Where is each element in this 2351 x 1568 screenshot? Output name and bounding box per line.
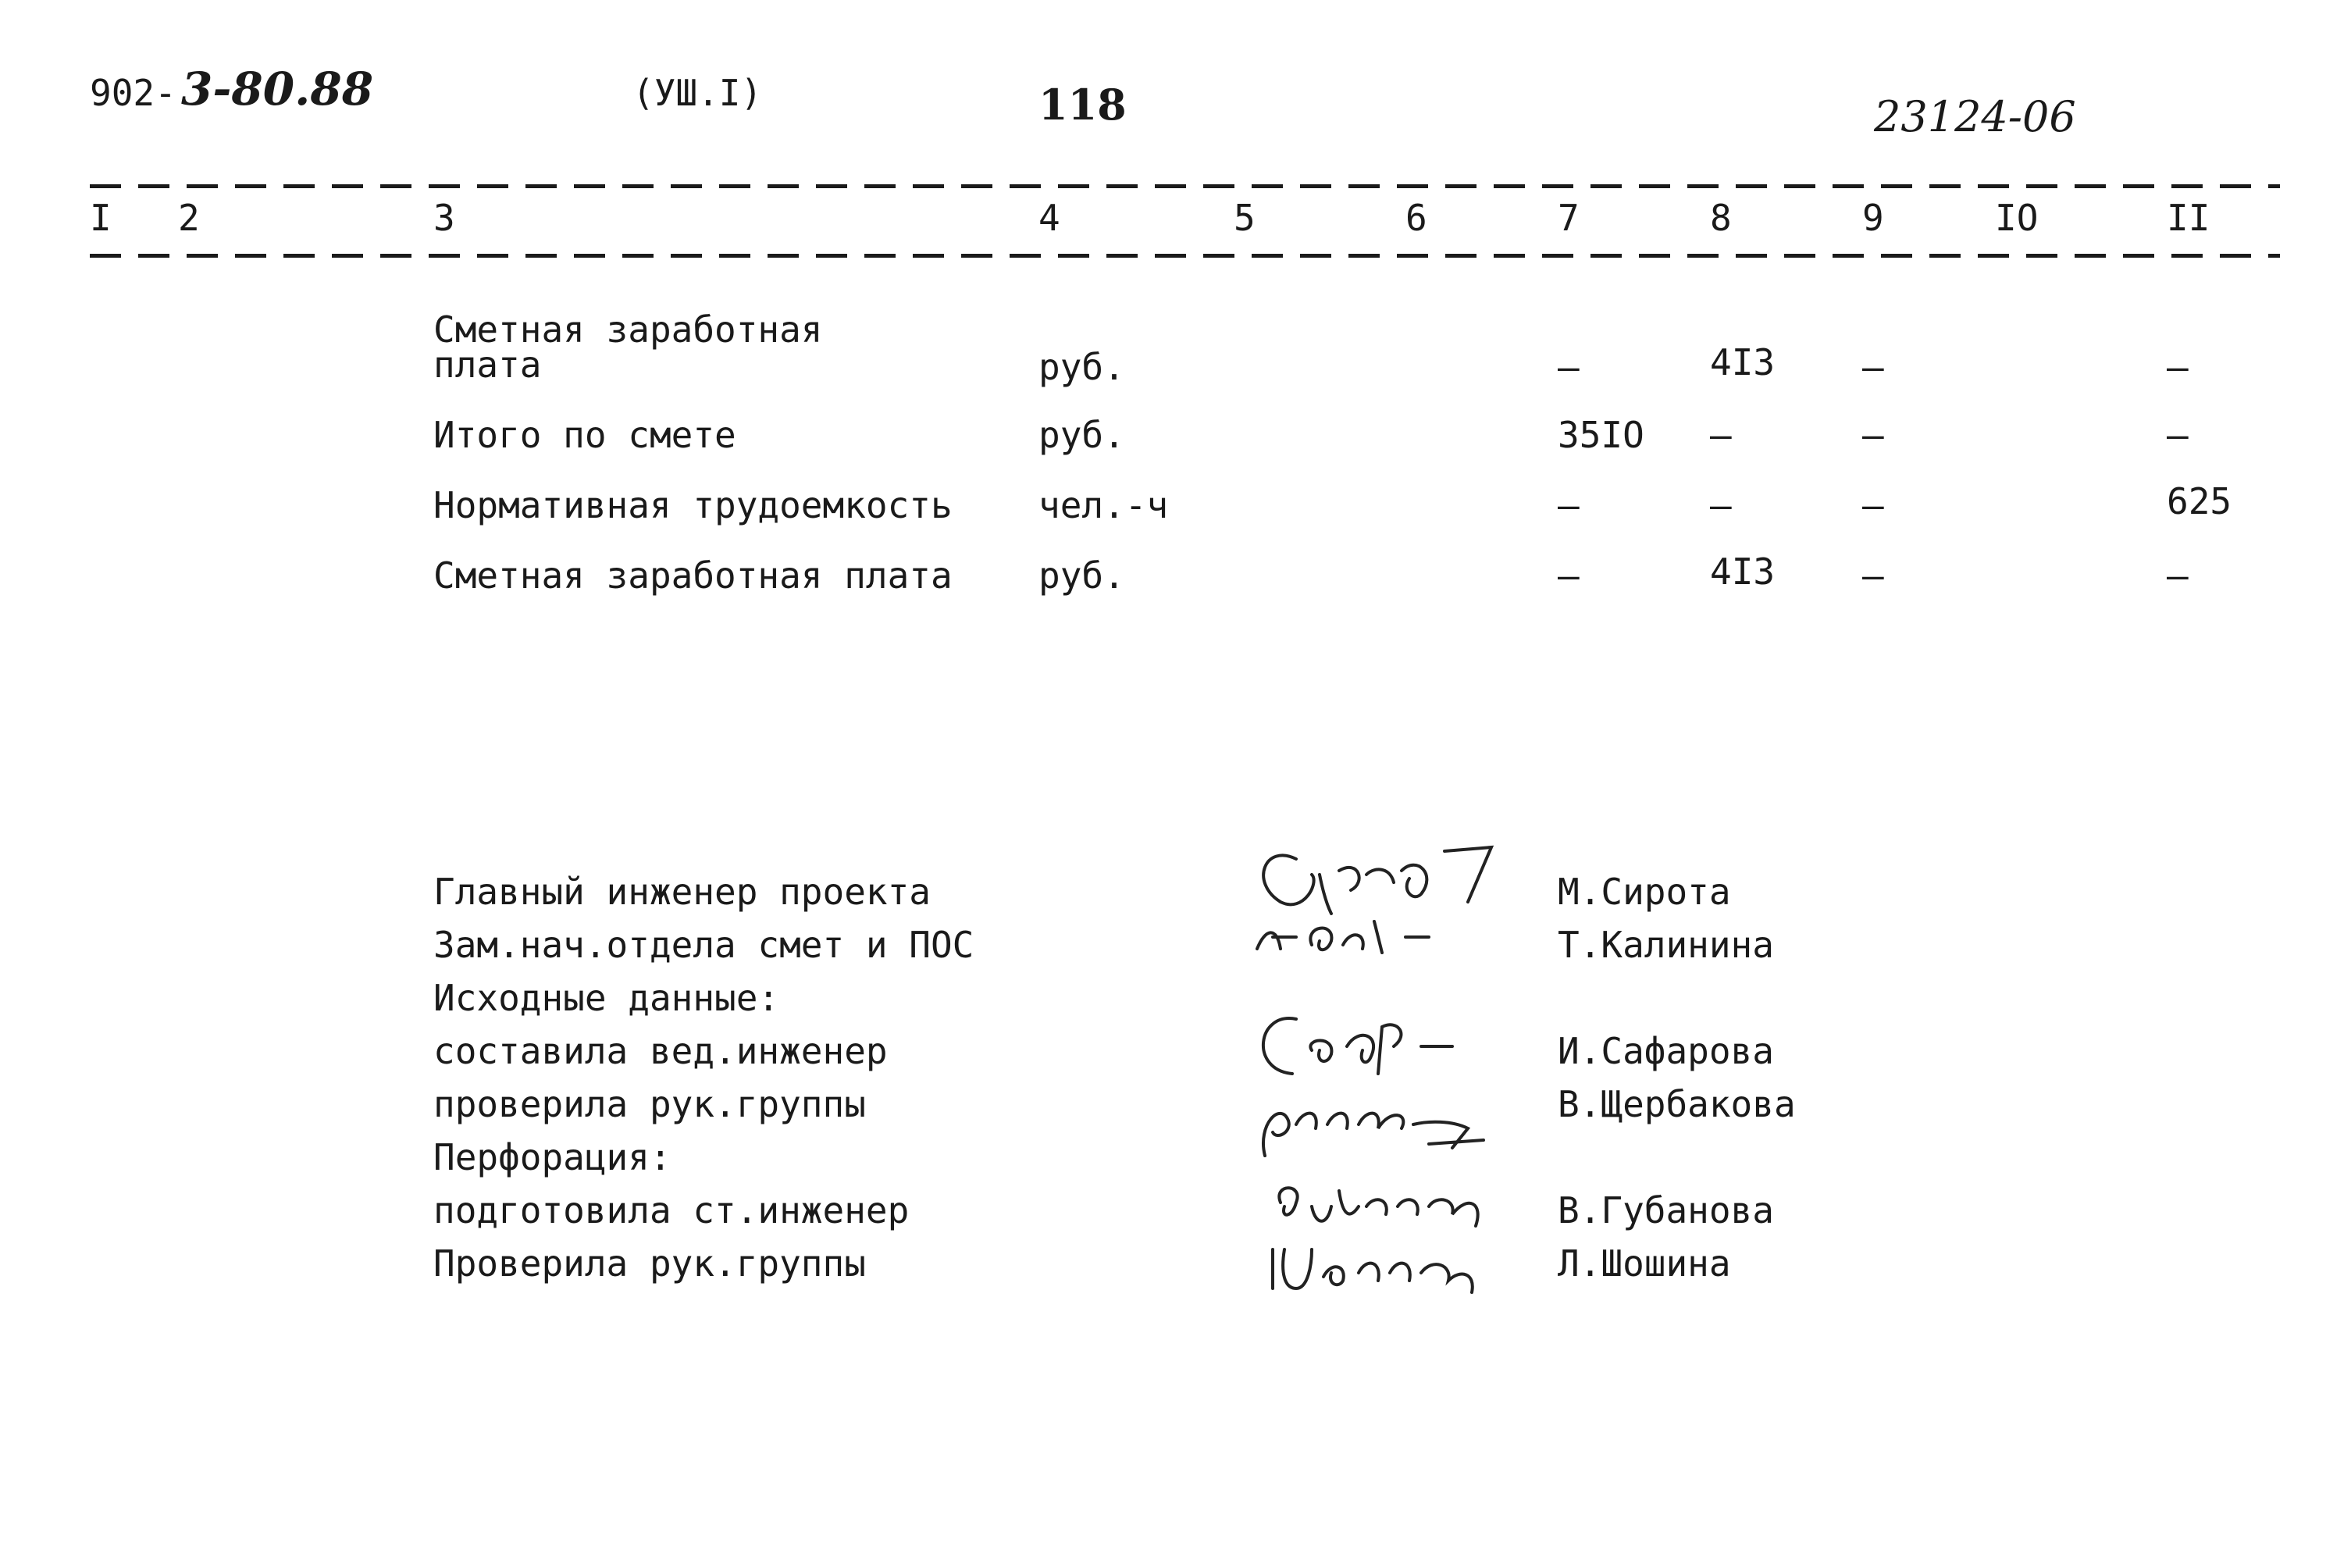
row2-unit: руб. bbox=[1038, 414, 1125, 456]
row1-name-line1: Сметная заработная bbox=[433, 308, 823, 351]
top-dashed-rule bbox=[90, 184, 2280, 188]
doc-number: 3-80.88 bbox=[181, 62, 374, 116]
doc-prefix: 902- bbox=[90, 72, 176, 114]
role-checked-by: проверила рук.группы bbox=[433, 1083, 866, 1125]
row3-unit: чел.-ч bbox=[1038, 484, 1169, 526]
name-sirota: М.Сирота bbox=[1558, 871, 1731, 913]
row1-col9: – bbox=[1862, 346, 1884, 388]
row1-col11: – bbox=[2167, 346, 2189, 388]
role-prepared-by: подготовила ст.инженер bbox=[433, 1189, 910, 1231]
column-header-11: II bbox=[2167, 197, 2210, 239]
row3-col8: – bbox=[1710, 484, 1732, 526]
row3-col11: 625 bbox=[2167, 480, 2232, 522]
row3-name: Нормативная трудоемкость bbox=[433, 484, 953, 526]
column-header-1: I bbox=[90, 197, 112, 239]
signature-safarova bbox=[1241, 1003, 1476, 1089]
column-header-4: 4 bbox=[1038, 197, 1060, 239]
role-chief-engineer: Главный инженер проекта bbox=[433, 871, 931, 913]
page-number: 118 bbox=[1038, 80, 1127, 130]
column-header-9: 9 bbox=[1862, 197, 1884, 239]
name-shcherbakova: В.Щербакова bbox=[1558, 1083, 1796, 1125]
row4-col7: – bbox=[1558, 554, 1580, 597]
row4-unit: руб. bbox=[1038, 554, 1125, 597]
volume-label: (УШ.I) bbox=[632, 72, 763, 114]
row4-col9: – bbox=[1862, 554, 1884, 597]
column-header-10: IO bbox=[1995, 197, 2039, 239]
row4-col8: 4I3 bbox=[1710, 551, 1776, 593]
name-shoshina: Л.Шошина bbox=[1558, 1242, 1731, 1285]
row2-col11: – bbox=[2167, 414, 2189, 456]
archive-number: 23124-06 bbox=[1874, 92, 2076, 141]
column-header-2: 2 bbox=[178, 197, 200, 239]
role-deputy-head: Зам.нач.отдела смет и ПОС bbox=[433, 924, 974, 966]
section-source-data: Исходные данные: bbox=[433, 977, 780, 1019]
column-header-8: 8 bbox=[1710, 197, 1732, 239]
name-gubanova: В.Губанова bbox=[1558, 1189, 1774, 1231]
name-safarova: И.Сафарова bbox=[1558, 1030, 1774, 1072]
column-header-3: 3 bbox=[433, 197, 455, 239]
column-header-5: 5 bbox=[1234, 197, 1256, 239]
row4-name: Сметная заработная плата bbox=[433, 554, 953, 597]
column-header-7: 7 bbox=[1558, 197, 1580, 239]
row2-col9: – bbox=[1862, 414, 1884, 456]
signature-shoshina bbox=[1249, 1234, 1507, 1304]
row4-col11: – bbox=[2167, 554, 2189, 597]
row2-name: Итого по смете bbox=[433, 414, 736, 456]
row1-col7: – bbox=[1558, 346, 1580, 388]
row1-col8: 4I3 bbox=[1710, 341, 1776, 383]
row1-name-line2: плата bbox=[433, 344, 542, 386]
column-header-6: 6 bbox=[1405, 197, 1427, 239]
section-perforation: Перфорация: bbox=[433, 1136, 671, 1178]
role-compiled-by: составила вед.инженер bbox=[433, 1030, 888, 1072]
row1-unit: руб. bbox=[1038, 346, 1125, 388]
signature-shcherbakova bbox=[1234, 1078, 1499, 1164]
signature-kalinina bbox=[1241, 906, 1476, 968]
row2-col7: 35IO bbox=[1558, 414, 1644, 456]
row3-col9: – bbox=[1862, 484, 1884, 526]
signature-gubanova bbox=[1249, 1171, 1507, 1242]
row3-col7: – bbox=[1558, 484, 1580, 526]
name-kalinina: Т.Калинина bbox=[1558, 924, 1774, 966]
bottom-dashed-rule bbox=[90, 254, 2280, 258]
role-verified-by: Проверила рук.группы bbox=[433, 1242, 866, 1285]
row2-col8: – bbox=[1710, 414, 1732, 456]
